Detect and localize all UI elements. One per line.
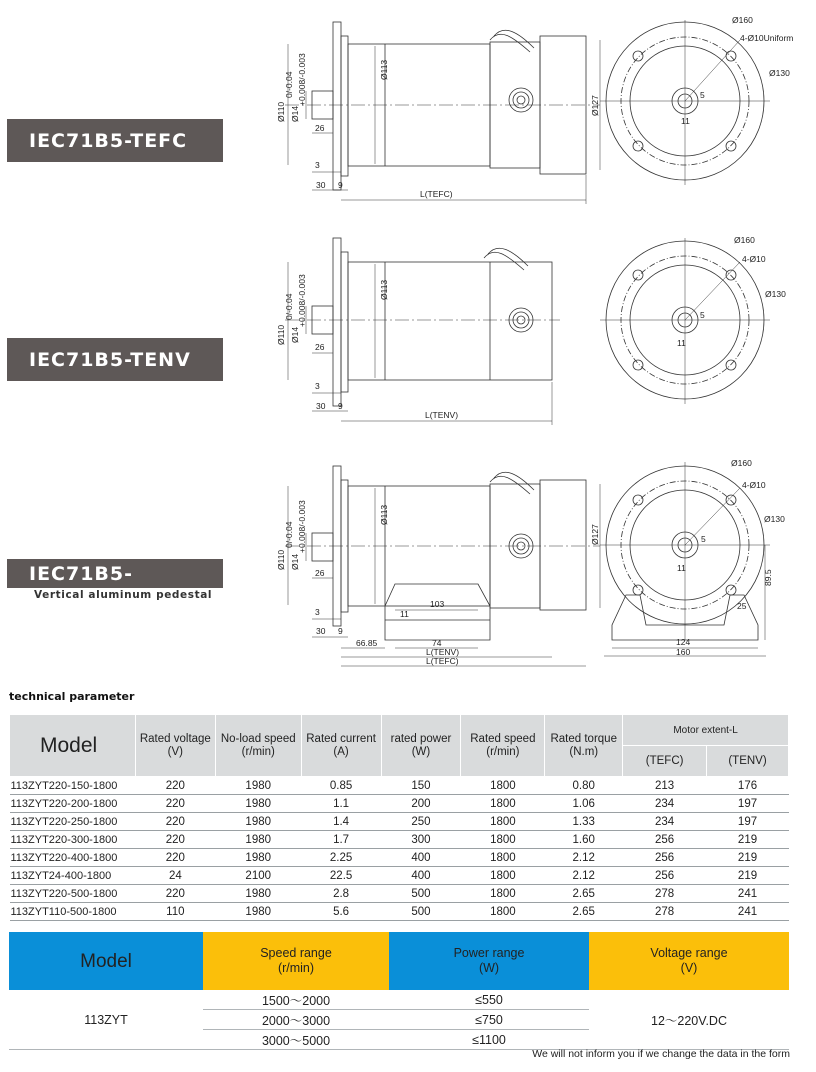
- cell-value: 1800: [461, 777, 545, 795]
- cell-value: 1.60: [545, 831, 623, 849]
- header-tenv: (TENV): [707, 746, 789, 777]
- dim-26-3: 26: [315, 568, 325, 578]
- cell-value: 234: [623, 813, 707, 831]
- range-header-speed: Speed range (r/min): [203, 932, 389, 990]
- drawing-tefc: [276, 15, 793, 204]
- cell-value: 2100: [215, 867, 301, 885]
- cell-value: 24: [135, 867, 215, 885]
- dim-11-2: 11: [677, 338, 686, 348]
- cell-value: 219: [707, 849, 789, 867]
- cell-value: 256: [623, 831, 707, 849]
- range-speed-1: 1500～2000: [203, 990, 389, 1010]
- dim-30-2: 30: [316, 401, 326, 411]
- cell-value: 1.4: [301, 813, 381, 831]
- cell-value: 1800: [461, 813, 545, 831]
- table-row: [10, 813, 789, 831]
- dim-25: 25: [737, 601, 747, 611]
- cell-value: 220: [135, 849, 215, 867]
- cell-value: 241: [707, 885, 789, 903]
- dim-length-tefc-3: L(TEFC): [426, 656, 459, 666]
- cell-value: 1980: [215, 777, 301, 795]
- table-row: [10, 831, 789, 849]
- dim-d113-2: Ø113: [379, 279, 389, 300]
- dim-d14-1: Ø14: [290, 105, 300, 122]
- dim-3-2: 3: [315, 381, 320, 391]
- dim-160w: 160: [676, 647, 691, 657]
- cell-value: 2.12: [545, 849, 623, 867]
- dim-holes-1: 4-Ø10Uniform: [740, 33, 794, 43]
- dim-d160-2: Ø160: [734, 235, 755, 245]
- drawing-tenv: [276, 235, 786, 425]
- cell-value: 278: [623, 903, 707, 921]
- cell-value: 197: [707, 795, 789, 813]
- dim-length-2: L(TENV): [425, 410, 459, 420]
- shaft-3: [312, 533, 333, 561]
- drawing-pedestal: [276, 458, 785, 666]
- dim-5-2: 5: [700, 310, 705, 320]
- cell-value: 241: [707, 903, 789, 921]
- cell-value: 22.5: [301, 867, 381, 885]
- dim-30-1: 30: [316, 180, 326, 190]
- cell-value: 2.8: [301, 885, 381, 903]
- range-speed-2: 2000～3000: [203, 1010, 389, 1030]
- cell-value: 220: [135, 813, 215, 831]
- range-power-2: ≤750: [389, 1010, 589, 1030]
- cell-model: 113ZYT220-300-1800: [10, 831, 136, 849]
- dim-3-3: 3: [315, 607, 320, 617]
- title-tenv-text: IEC71B5-TENV: [29, 348, 191, 371]
- footnote: We will not inform you if we change the data in the form: [532, 1048, 790, 1060]
- cell-model: 113ZYT220-500-1800: [10, 885, 136, 903]
- title-pedestal-text: IEC71B5-: [29, 562, 134, 585]
- header-current: Rated current (A): [301, 715, 381, 777]
- dim-d110-3: Ø110: [276, 549, 286, 570]
- cell-value: 220: [135, 885, 215, 903]
- cell-model: 113ZYT220-250-1800: [10, 813, 136, 831]
- cell-value: 176: [707, 777, 789, 795]
- flange-step-2: [341, 252, 348, 392]
- cell-value: 278: [623, 885, 707, 903]
- header-noload-speed: No-load speed (r/min): [215, 715, 301, 777]
- header-speed: Rated speed (r/min): [461, 715, 545, 777]
- range-speed-3: 3000～5000: [203, 1030, 389, 1050]
- cell-value: 234: [623, 795, 707, 813]
- cell-value: 400: [381, 867, 461, 885]
- flange-1: [333, 22, 341, 190]
- dim-d14-tol-1: +0.008/-0.003: [297, 53, 307, 106]
- header-voltage: Rated voltage (V): [135, 715, 215, 777]
- header-extent: Motor extent-L: [623, 715, 789, 746]
- dim-length-1: L(TEFC): [420, 189, 453, 199]
- cell-value: 213: [623, 777, 707, 795]
- range-header-voltage: Voltage range (V): [589, 932, 789, 990]
- dim-d110-tol-3: 0/-0.04: [284, 521, 294, 548]
- cell-value: 220: [135, 777, 215, 795]
- cable-3: [490, 476, 530, 494]
- dim-5-1: 5: [700, 90, 705, 100]
- cell-value: 110: [135, 903, 215, 921]
- dim-d110-1: Ø110: [276, 101, 286, 122]
- cable-1: [490, 34, 530, 52]
- dim-5-3: 5: [701, 534, 706, 544]
- table-row: [10, 885, 789, 903]
- cell-value: 150: [381, 777, 461, 795]
- dim-3-1: 3: [315, 160, 320, 170]
- section-title: technical parameter: [9, 690, 135, 703]
- dim-holes-2: 4-Ø10: [742, 254, 766, 264]
- cell-value: 1800: [461, 831, 545, 849]
- dim-d130-1: Ø130: [769, 68, 790, 78]
- title-tefc-text: IEC71B5-TEFC: [29, 129, 188, 152]
- dim-d160-1: Ø160: [732, 15, 753, 25]
- cell-value: 1980: [215, 831, 301, 849]
- cell-value: 1800: [461, 903, 545, 921]
- dim-d127-1: Ø127: [590, 95, 600, 116]
- cell-value: 2.25: [301, 849, 381, 867]
- cell-value: 2.12: [545, 867, 623, 885]
- dim-11-1: 11: [681, 116, 690, 126]
- range-model: 113ZYT: [9, 990, 203, 1050]
- range-header-model: Model: [9, 932, 203, 990]
- dim-d14-2: Ø14: [290, 326, 300, 343]
- dim-d130-2: Ø130: [765, 289, 786, 299]
- range-voltage: 12～220V.DC: [589, 990, 789, 1050]
- flange-2: [333, 238, 341, 406]
- cell-value: 1.7: [301, 831, 381, 849]
- table-row: [10, 903, 789, 921]
- dim-d113-1: Ø113: [379, 59, 389, 80]
- cell-value: 5.6: [301, 903, 381, 921]
- cell-value: 1980: [215, 885, 301, 903]
- cell-value: 500: [381, 903, 461, 921]
- cell-value: 2.65: [545, 903, 623, 921]
- parameter-table: [9, 714, 789, 921]
- cell-value: 256: [623, 849, 707, 867]
- header-power: rated power (W): [381, 715, 461, 777]
- dim-d160-3: Ø160: [731, 458, 752, 468]
- dim-103: 103: [430, 599, 445, 609]
- cell-value: 1980: [215, 795, 301, 813]
- dim-66-85: 66.85: [356, 638, 378, 648]
- dim-30-3: 30: [316, 626, 326, 636]
- cell-model: 113ZYT220-200-1800: [10, 795, 136, 813]
- dim-d110-tol-2: 0/-0.04: [284, 293, 294, 320]
- cell-value: 400: [381, 849, 461, 867]
- range-power-3: ≤1100: [389, 1030, 589, 1050]
- dim-89-5: 89.5: [763, 569, 773, 586]
- flange-step-1: [341, 36, 348, 176]
- cell-value: 1800: [461, 867, 545, 885]
- cell-value: 0.80: [545, 777, 623, 795]
- dim-26-2: 26: [315, 342, 325, 352]
- cell-value: 250: [381, 813, 461, 831]
- cell-value: 1980: [215, 813, 301, 831]
- pedestal-subtitle: Vertical aluminum pedestal: [34, 589, 213, 601]
- dim-124: 124: [676, 637, 691, 647]
- body-2: [348, 262, 552, 380]
- dim-d14-tol-2: +0.008/-0.003: [297, 274, 307, 327]
- cell-value: 219: [707, 867, 789, 885]
- parameter-rows: [10, 777, 789, 921]
- dim-d130-3: Ø130: [764, 514, 785, 524]
- table-row: [10, 795, 789, 813]
- cell-value: 300: [381, 831, 461, 849]
- dim-d110-2: Ø110: [276, 324, 286, 345]
- cell-value: 1980: [215, 849, 301, 867]
- dim-d127-3: Ø127: [590, 524, 600, 545]
- cell-value: 220: [135, 795, 215, 813]
- header-model: Model: [10, 715, 136, 777]
- dim-d14-tol-3: +0.008/-0.003: [297, 500, 307, 553]
- dim-9-1: 9: [338, 180, 343, 190]
- cell-value: 2.65: [545, 885, 623, 903]
- table-row: [10, 867, 789, 885]
- dim-9-2: 9: [338, 401, 343, 411]
- dim-d113-3: Ø113: [379, 504, 389, 525]
- dim-d14-3: Ø14: [290, 553, 300, 570]
- range-table: [9, 932, 789, 1050]
- cell-value: 1.1: [301, 795, 381, 813]
- dim-11b: 11: [400, 609, 409, 619]
- bearing-1: [509, 88, 533, 112]
- dim-74: 74: [432, 638, 442, 648]
- cell-model: 113ZYT220-400-1800: [10, 849, 136, 867]
- cell-value: 200: [381, 795, 461, 813]
- dim-length-tenv-3: L(TENV): [426, 647, 460, 657]
- cell-value: 500: [381, 885, 461, 903]
- cell-value: 220: [135, 831, 215, 849]
- header-torque: Rated torque (N.m): [545, 715, 623, 777]
- cell-value: 1800: [461, 849, 545, 867]
- fan-cover-3: [540, 480, 586, 610]
- cell-model: 113ZYT220-150-1800: [10, 777, 136, 795]
- cell-value: 197: [707, 813, 789, 831]
- cell-value: 1800: [461, 795, 545, 813]
- cell-model: 113ZYT24-400-1800: [10, 867, 136, 885]
- header-tefc: (TEFC): [623, 746, 707, 777]
- cell-value: 219: [707, 831, 789, 849]
- dim-26-1: 26: [315, 123, 325, 133]
- dim-11-3: 11: [677, 563, 686, 573]
- cell-value: 256: [623, 867, 707, 885]
- cell-value: 1980: [215, 903, 301, 921]
- cell-value: 1800: [461, 885, 545, 903]
- table-row: [10, 777, 789, 795]
- cell-value: 1.33: [545, 813, 623, 831]
- cell-value: 1.06: [545, 795, 623, 813]
- table-row: [10, 849, 789, 867]
- dim-9-3: 9: [338, 626, 343, 636]
- cell-value: 0.85: [301, 777, 381, 795]
- range-header-power: Power range (W): [389, 932, 589, 990]
- range-power-1: ≤550: [389, 990, 589, 1010]
- dim-d110-tol-1: 0/-0.04: [284, 71, 294, 98]
- cell-model: 113ZYT110-500-1800: [10, 903, 136, 921]
- dim-holes-3: 4-Ø10: [742, 480, 766, 490]
